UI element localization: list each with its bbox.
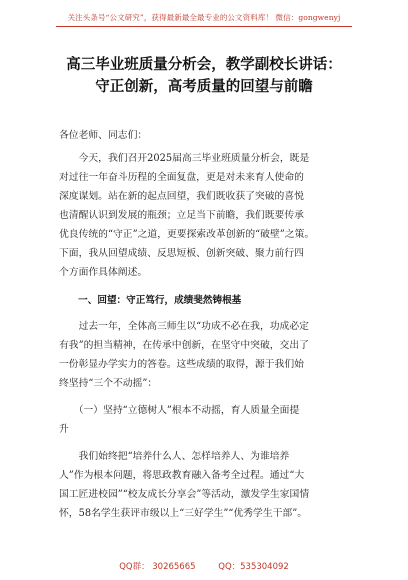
subsection-heading: （一）坚持“立德树人”根本不动摇，育人质量全面提 bbox=[59, 405, 300, 416]
body-line: 对过往一年奋斗历程的全面复盘，更是对未来育人使命的 bbox=[59, 172, 304, 183]
section-heading: 一、回望：守正笃行，成绩斐然铸根基 bbox=[59, 295, 242, 306]
body-line: 人”作为根本问题，将思政教育融入备考全过程。通过“大 bbox=[59, 470, 305, 481]
body-line: 有我”的担当精神，在传承中创新，在坚守中突破，交出了 bbox=[59, 340, 309, 351]
salutation: 各位老师、同志们： bbox=[59, 130, 148, 141]
body-line: 一份彰显办学实力的答卷。这些成绩的取得，源于我们始 bbox=[59, 359, 304, 370]
title-line-1: 高三毕业班质量分析会，教学副校长讲话： bbox=[66, 57, 342, 73]
body-line: 下面，我从回望成绩、反思短板、创新突破、聚力前行四 bbox=[59, 248, 304, 259]
body-line: 深度谋划。站在新的起点回望，我们既收获了突破的喜悦 bbox=[59, 191, 304, 202]
body-line: 今天，我们召开2025届高三毕业班质量分析会，既是 bbox=[59, 153, 310, 164]
body-line: 个方面作具体阐述。 bbox=[59, 267, 148, 278]
body-line: 过去一年，全体高三师生以“功成不必在我，功成必定 bbox=[59, 321, 309, 332]
subsection-heading-cont: 升 bbox=[59, 424, 69, 435]
header-banner: 关注头条号“公文研究”，获得最新最全最专业的公文资料库！ 微信：gongwenyj bbox=[67, 13, 341, 22]
footer-qq: QQ：535304092 bbox=[218, 562, 289, 572]
header-rule bbox=[56, 26, 352, 27]
body-line: 我们始终把“培养什么人、怎样培养人、为谁培养 bbox=[59, 451, 290, 462]
body-line: 也清醒认识到发展的瓶颈；立足当下前瞻，我们既要传承 bbox=[59, 210, 304, 221]
title-line-2: 守正创新，高考质量的回望与前瞻 bbox=[95, 79, 313, 95]
body-line: 优良传统的“守正”之道，更要探索改革创新的“破壁”之策。 bbox=[59, 229, 315, 240]
body-line: 终坚持“三个不动摇”： bbox=[59, 378, 158, 389]
footer-qq-group: QQ群： 30265665 bbox=[119, 562, 196, 572]
body-line: 国工匠进校园”“校友成长分享会”等活动，激发学生家国情 bbox=[59, 489, 310, 500]
footer-contact bbox=[0, 560, 408, 572]
body-line: 怀，58名学生获评市级以上“三好学生”“优秀学生干部”。 bbox=[59, 508, 308, 519]
